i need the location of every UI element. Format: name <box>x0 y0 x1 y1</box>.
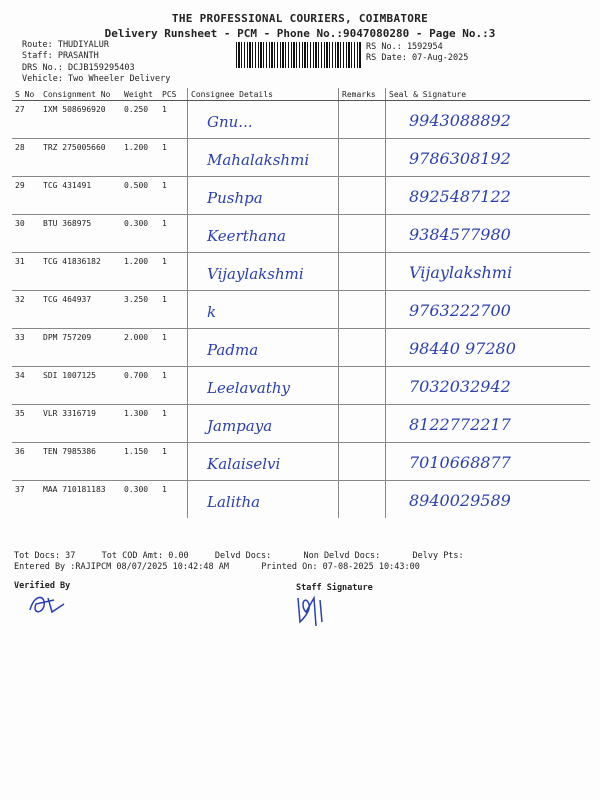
cell-consignment: TCG 464937 <box>40 291 121 329</box>
cell-pcs: 1 <box>159 215 188 253</box>
handwritten-consignee: Pushpa <box>207 189 263 207</box>
cell-weight: 1.200 <box>121 253 159 291</box>
cell-pcs: 1 <box>159 405 188 443</box>
cell-weight: 0.300 <box>121 215 159 253</box>
cell-signature <box>386 177 591 215</box>
cell-consignment: VLR 3316719 <box>40 405 121 443</box>
entry-row <box>14 562 420 573</box>
cell-pcs: 1 <box>159 329 188 367</box>
handwritten-signature: 9763222700 <box>409 301 511 320</box>
staff-signature-label: Staff Signature <box>296 583 373 593</box>
table-row <box>12 329 590 367</box>
printed-on: Printed On: 07-08-2025 10:43:00 <box>261 562 420 572</box>
cell-weight: 0.250 <box>121 101 159 139</box>
table-row <box>12 405 590 443</box>
rs-date: RS Date: 07-Aug-2025 <box>366 52 469 63</box>
table-row <box>12 215 590 253</box>
cell-sno: 27 <box>12 101 40 139</box>
col-remarks: Remarks <box>339 88 386 101</box>
col-consignee: Consignee Details <box>188 88 339 101</box>
handwritten-consignee: Mahalakshmi <box>207 151 310 169</box>
cell-sno: 32 <box>12 291 40 329</box>
cell-pcs: 1 <box>159 367 188 405</box>
cell-signature <box>386 101 591 139</box>
col-weight: Weight <box>121 88 159 101</box>
cell-signature <box>386 329 591 367</box>
cell-consignment: SDI 1007125 <box>40 367 121 405</box>
cell-signature <box>386 253 591 291</box>
cell-remarks <box>339 101 386 139</box>
cell-consignee <box>188 253 339 291</box>
cell-consignment: MAA 710181183 <box>43 485 106 494</box>
cell-remarks <box>339 405 386 443</box>
cell-consignment: BTU 368975 <box>40 215 121 253</box>
cell-consignee <box>188 367 339 405</box>
cell-weight: 0.700 <box>121 367 159 405</box>
cell-signature <box>386 139 591 177</box>
cell-consignment: TCG 431491 <box>40 177 121 215</box>
handwritten-signature: 7032032942 <box>409 377 511 396</box>
company-title: THE PROFESSIONAL COURIERS, COIMBATORE <box>171 12 429 25</box>
table-row <box>12 443 590 481</box>
verified-signature <box>24 590 74 618</box>
col-pcs: PCS <box>159 88 188 101</box>
cell-pcs: 1 <box>159 291 188 329</box>
cell-sno: 36 <box>12 443 40 481</box>
cell-consignee <box>188 139 339 177</box>
route-info-block <box>22 40 170 84</box>
cell-weight: 2.000 <box>121 329 159 367</box>
cell-remarks <box>339 443 386 481</box>
staff-signature <box>292 592 332 632</box>
drs-number: DRS No.: DCJB159295403 <box>22 63 135 73</box>
total-docs: Tot Docs: 37 <box>14 551 76 561</box>
cell-remarks <box>339 291 386 329</box>
cell-sno: 37 <box>15 485 25 494</box>
vehicle: Vehicle: Two Wheeler Delivery <box>22 73 171 84</box>
cell-consignee <box>188 329 339 367</box>
cell-consignee <box>188 215 339 253</box>
handwritten-signature: 8940029589 <box>409 491 511 510</box>
cell-signature <box>386 481 591 519</box>
cell-sno: 33 <box>12 329 40 367</box>
verified-by-label: Verified By <box>14 581 71 591</box>
cell-signature <box>386 367 591 405</box>
handwritten-consignee: Leelavathy <box>207 379 291 397</box>
cell-weight: 1.300 <box>121 405 159 443</box>
cell-weight: 3.250 <box>121 291 159 329</box>
cell-consignment: TCG 41836182 <box>40 253 121 291</box>
cell-consignment: IXM 508696920 <box>40 101 121 139</box>
cell-weight: 0.300 <box>124 485 149 494</box>
cell-weight: 1.200 <box>121 139 159 177</box>
cell-sno: 31 <box>12 253 40 291</box>
cell-sno: 34 <box>12 367 40 405</box>
cell-pcs: 1 <box>159 101 188 139</box>
cell-consignee <box>188 443 339 481</box>
table-row <box>12 481 590 519</box>
cell-remarks <box>339 367 386 405</box>
col-seal: Seal & Signature <box>386 88 591 101</box>
table-row <box>12 291 590 329</box>
entered-by: Entered By :RAJIPCM 08/07/2025 10:42:48 AM <box>14 562 229 572</box>
route: Route: THUDIYALUR <box>22 40 109 50</box>
table-body <box>12 101 590 519</box>
cell-remarks <box>339 481 386 519</box>
handwritten-consignee: k <box>207 303 217 321</box>
totals-row <box>14 551 464 562</box>
runsheet-subtitle: Delivery Runsheet - PCM - Phone No.:9047080280 - Page No.:3 <box>104 27 496 40</box>
cell-pcs: 1 <box>162 485 167 494</box>
col-consignment: Consignment No <box>40 88 121 101</box>
table-row <box>12 253 590 291</box>
cell-remarks <box>339 139 386 177</box>
table-row <box>12 367 590 405</box>
cell-signature <box>386 405 591 443</box>
handwritten-signature: 9384577980 <box>409 225 511 244</box>
staff: Staff: PRASANTH <box>22 50 99 61</box>
cell-consignee <box>188 481 339 519</box>
cell-signature <box>386 215 591 253</box>
cell-consignment: TEN 7985386 <box>40 443 121 481</box>
delivered-docs: Delvd Docs: <box>214 551 272 561</box>
handwritten-consignee: Keerthana <box>207 227 286 245</box>
handwritten-consignee: Kalaiselvi <box>207 455 281 473</box>
handwritten-signature: 8122772217 <box>409 415 511 434</box>
cell-pcs: 1 <box>159 253 188 291</box>
cell-sno: 29 <box>12 177 40 215</box>
handwritten-signature: Vijaylakshmi <box>409 263 513 282</box>
cell-sno: 28 <box>12 139 40 177</box>
cell-pcs: 1 <box>159 177 188 215</box>
handwritten-consignee: Gnu... <box>207 113 253 131</box>
handwritten-consignee: Jampaya <box>207 417 273 435</box>
delivery-points: Delvy Pts: <box>412 551 464 561</box>
cell-pcs: 1 <box>159 139 188 177</box>
cell-consignee <box>188 101 339 139</box>
cell-sno: 35 <box>12 405 40 443</box>
table-header-row <box>12 88 590 101</box>
cell-sno: 30 <box>12 215 40 253</box>
cell-signature <box>386 291 591 329</box>
non-delivered-docs: Non Delvd Docs: <box>303 551 381 561</box>
cell-pcs: 1 <box>159 443 188 481</box>
cell-remarks <box>339 177 386 215</box>
table-row <box>12 177 590 215</box>
runsheet-table <box>12 88 590 518</box>
table-row <box>12 101 590 139</box>
rs-number: RS No.: 1592954 <box>366 42 443 52</box>
table-row <box>12 139 590 177</box>
handwritten-signature: 8925487122 <box>409 187 511 206</box>
cell-consignee <box>188 291 339 329</box>
col-sno: S No <box>12 88 40 101</box>
cell-remarks <box>339 215 386 253</box>
handwritten-signature: 98440 97280 <box>409 339 516 358</box>
handwritten-consignee: Vijaylakshmi <box>207 265 304 283</box>
cell-consignee <box>188 405 339 443</box>
cell-signature <box>386 443 591 481</box>
total-cod-amount: Tot COD Amt: 0.00 <box>101 551 189 561</box>
rs-info-block <box>366 42 468 63</box>
cell-consignment: DPM 757209 <box>40 329 121 367</box>
handwritten-signature: 9786308192 <box>409 149 511 168</box>
handwritten-consignee: Lalitha <box>207 493 261 511</box>
cell-consignment: TRZ 275005660 <box>40 139 121 177</box>
barcode <box>236 42 361 68</box>
handwritten-signature: 7010668877 <box>409 453 511 472</box>
cell-consignee <box>188 177 339 215</box>
handwritten-consignee: Padma <box>207 341 259 359</box>
cell-remarks <box>339 253 386 291</box>
handwritten-signature: 9943088892 <box>409 111 511 130</box>
cell-weight: 1.150 <box>121 443 159 481</box>
cell-weight: 0.500 <box>121 177 159 215</box>
cell-remarks <box>339 329 386 367</box>
